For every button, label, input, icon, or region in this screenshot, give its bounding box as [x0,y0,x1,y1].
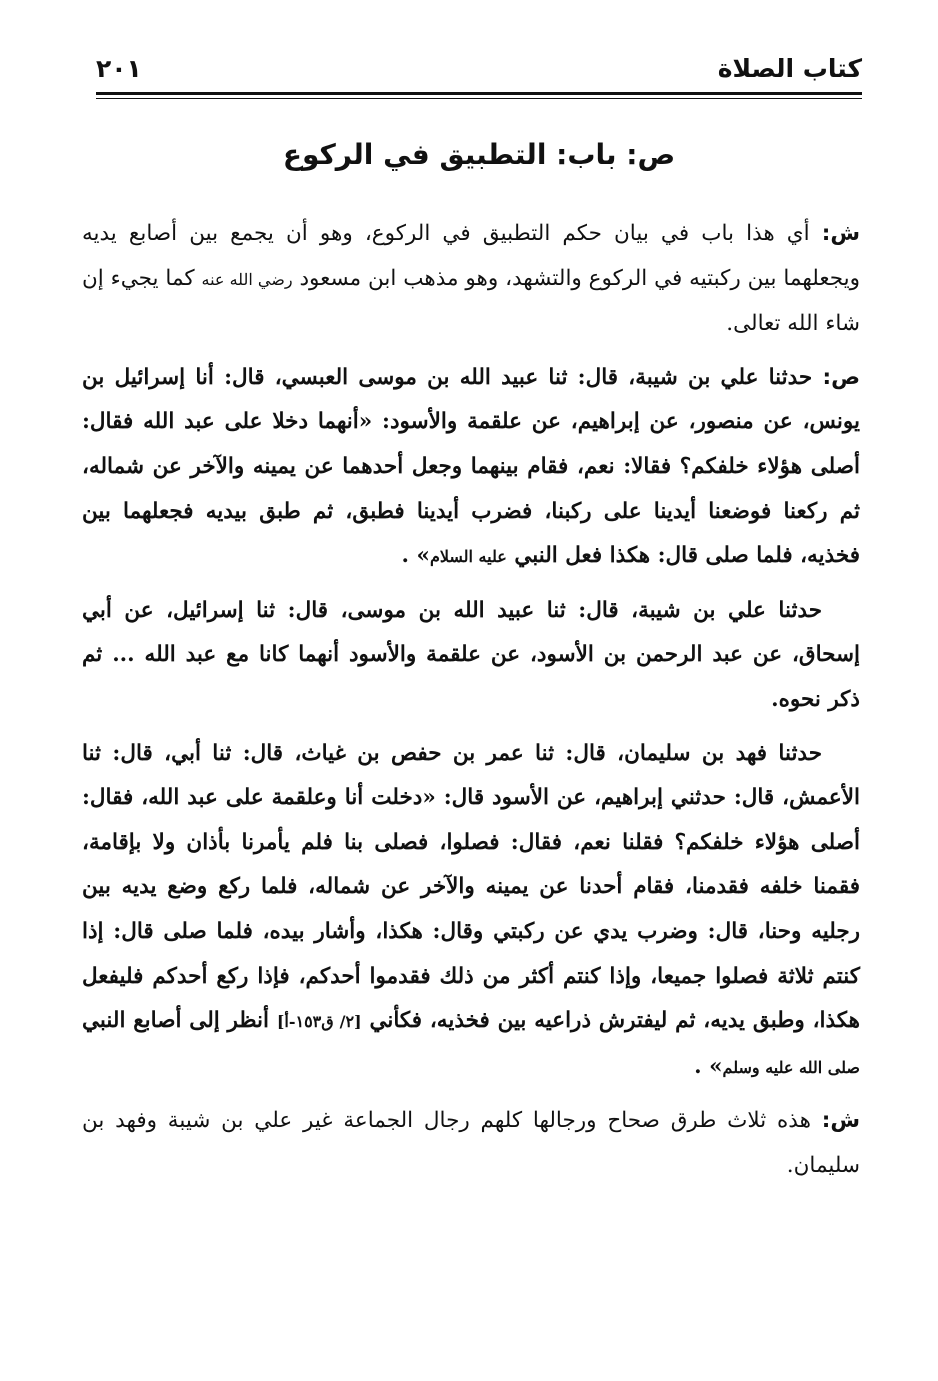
commentary-label: ش: [821,221,861,246]
page-number: ٢٠١ [96,54,142,83]
paragraph-text: هذه ثلاث طرق صحاح ورجالها كلهم رجال الجماعة غير علي بن شيبة وفهد بن سليمان. [82,1108,860,1178]
honorific-glyph: رضي الله عنه [201,269,293,289]
header-rule-thick [96,92,862,95]
page-header [96,52,862,92]
chapter-title: ص: باب: التطبيق في الركوع [282,138,676,171]
paragraph-commentary-1 [82,212,860,347]
text-label: ص: [822,364,860,390]
running-title: كتاب الصلاة [717,54,862,83]
paragraph-hadith-3 [82,732,860,1091]
paragraph-hadith-1 [82,356,860,580]
honorific-glyph: صلى الله عليه وسلم [722,1057,860,1077]
paragraph-tail: » . [694,1053,723,1079]
paragraph-tail: » . [401,543,430,569]
paragraph-text: حدثنا علي بن شيبة، قال: ثنا عبيد الله بن موسى العبسي، قال: أنا إسرائيل بن يونس، عن منصور، عن إبراهيم، عن علقمة والأسود: «أنهما دخلا على عبد الله فقال: أصلى هؤلاء خلفكم؟ فقالا: نعم، فقام بينهما وجعل أحدهما عن يمينه والآخر عن شماله، ثم ركعنا فوضعنا أيدينا على ركبنا، فضرب أيدينا فطبق، ثم طبق بيديه فجعلهما بين فخذيه، فلما صلى قال: هكذا فعل النبي [82,364,860,569]
paragraph-text: حدثنا فهد بن سليمان، قال: ثنا عمر بن حفص بن غياث، قال: ثنا أبي، قال: ثنا الأعمش، قال: حدثني إبراهيم، عن الأسود قال: «دخلت أنا وعلقمة على عبد الله، فقال: أصلى هؤلاء خلفكم؟ فقلنا نعم، فقال: فصلوا، فصلى بنا فلم يأمرنا بأذان ولا بإقامة، فقمنا خلفه فقدمنا، فقام أحدنا عن يمينه والآخر عن شماله، فلما ركع وضع يديه بين رجليه وحنا، قال: وضرب يدي عن ركبتي وقال: هكذا، وأشار بيده، فلما صلى قال: إذا كنتم ثلاثة فصلوا جميعا، وإذا كنتم أكثر من ذلك فقدموا أحدكم، فإذا ركع أحدكم فليفعل هكذا، وطبق يديه، ثم ليفترش ذراعيه بين فخذيه، فكأني [82,740,860,1034]
manuscript-reference: [٢/ ق١٥٣-أ] [276,1012,362,1032]
honorific-glyph: عليه السلام [429,547,507,567]
page-body [82,212,860,1188]
paragraph-commentary-2 [82,1099,860,1188]
paragraph-text-continued: أنظر إلى أصابع النبي [82,1008,269,1034]
paragraph-tail: كما يجيء إن شاء الله تعالى. [82,265,860,337]
header-rule-thin [96,98,862,99]
paragraph-text: حدثنا علي بن شيبة، قال: ثنا عبيد الله بن موسى، قال: ثنا إسرائيل، عن أبي إسحاق، عن عبد الرحمن بن الأسود، عن علقمة والأسود أنهما كانا مع عبد الله ... ثم ذكر نحوه. [82,597,860,712]
paragraph-hadith-2 [82,589,860,723]
commentary-label: ش: [821,1108,860,1134]
paragraph-text: أي هذا باب في بيان حكم التطبيق في الركوع، وهو أن يجمع بين أصابع يديه ويجعلهما بين ركبتيه في الركوع والتشهد، وهو مذهب ابن مسعود [82,221,860,291]
